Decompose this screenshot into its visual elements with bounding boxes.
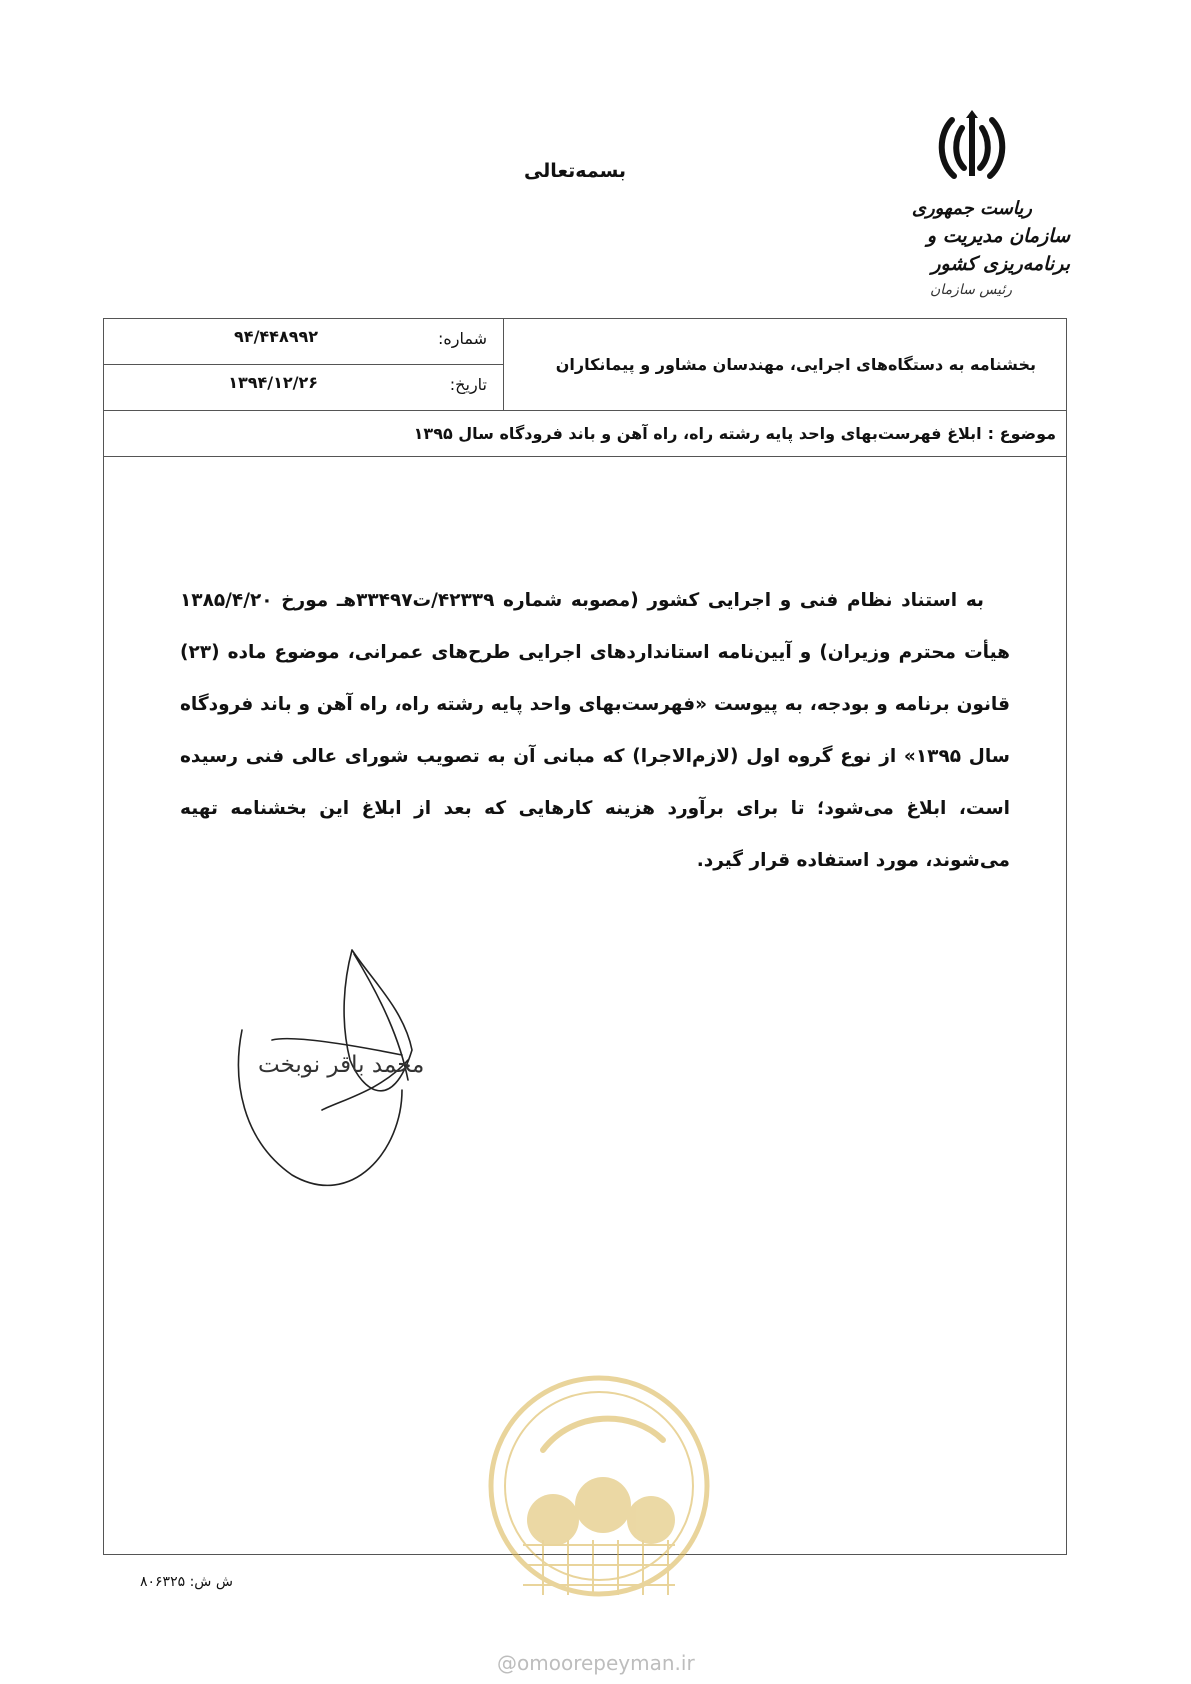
date-label: تاریخ:: [449, 375, 487, 394]
at-icon: @: [497, 1651, 517, 1675]
date-value: ۱۳۹۴/۱۲/۲۶: [228, 373, 318, 392]
organization-name: [870, 196, 1070, 302]
number-label: شماره:: [437, 329, 487, 348]
number-cell: [103, 318, 504, 365]
date-cell: [103, 364, 504, 411]
subject-label: موضوع :: [987, 424, 1056, 443]
website-watermark: @omoorepeyman.ir: [497, 1651, 695, 1675]
serial-number: ش ش: ۸۰۶۳۲۵: [140, 1574, 233, 1590]
iran-emblem-icon: [932, 108, 1012, 188]
letter-body: [180, 575, 1010, 887]
subject-row: [103, 410, 1067, 457]
recipients-cell: [503, 318, 1067, 411]
org-line-1: ریاست جمهوری: [911, 198, 1032, 219]
signatory-name: محمد باقر نوبخت: [258, 1052, 425, 1078]
number-value: ۹۴/۴۴۸۹۹۲: [234, 327, 318, 346]
body-paragraph: به استناد نظام فنی و اجرایی کشور (مصوبه شماره ۴۲۳۳۹/ت۳۳۴۹۷هـ مورخ ۱۳۸۵/۴/۲۰ هیأت محترم وزیران) و آیین‌نامه استانداردهای اجرایی طرح‌های عمرانی، موضوع ماده (۲۳) قانون برنامه و بودجه، به پیوست «فهرست‌بهای واحد پایه رشته راه، راه آهن و باند فرودگاه سال ۱۳۹۵» از نوع گروه اول (لازم‌الاجرا) که مبانی آن به تصویب شورای عالی فنی رسیده است، ابلاغ می‌شود؛ تا برای برآورد هزینه کارهایی که بعد از ابلاغ این بخشنامه تهیه می‌شوند، مورد استفاده قرار گیرد.: [180, 590, 1010, 871]
recipients-text: بخشنامه به دستگاه‌های اجرایی، مهندسان مشاور و پیمانکاران: [555, 355, 1036, 374]
org-line-3: رئیس سازمان: [930, 282, 1012, 298]
bismillah-heading: بسمه‌تعالی: [523, 160, 627, 182]
omoorepeyman-stamp-logo: [483, 1370, 715, 1602]
subject-text: ابلاغ فهرست‌بهای واحد پایه رشته راه، راه آهن و باند فرودگاه سال ۱۳۹۵: [413, 424, 982, 443]
org-line-2: سازمان مدیریت و برنامه‌ریزی کشور: [926, 225, 1070, 275]
